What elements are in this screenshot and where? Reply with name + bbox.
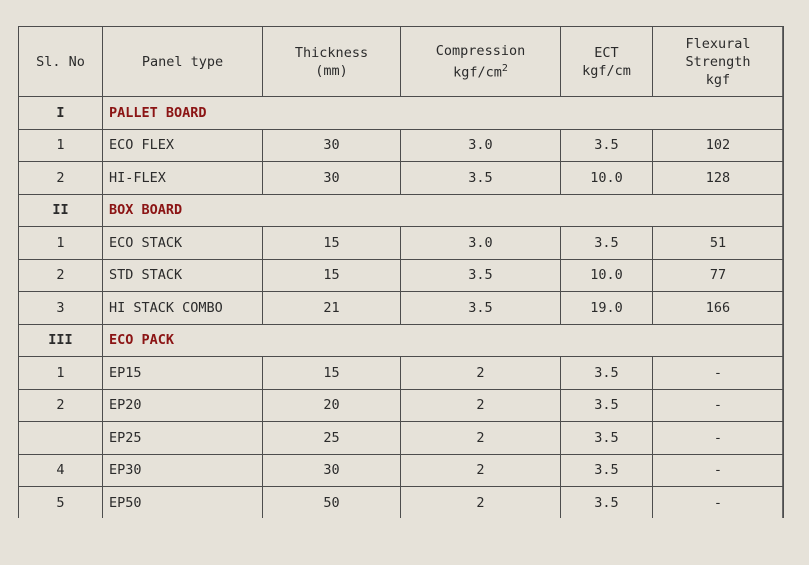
cell-ect: 3.5 <box>561 487 653 520</box>
header-thickness: Thickness (mm) <box>263 27 401 97</box>
cell-ect: 3.5 <box>561 422 653 455</box>
cell-panel-type: EP20 <box>103 389 263 422</box>
cell-sl-no: 1 <box>19 129 103 162</box>
table-row <box>19 162 784 195</box>
cell-ect: 3.5 <box>561 389 653 422</box>
table-row <box>19 487 784 520</box>
header-sl-no: Sl. No <box>19 27 103 97</box>
cell-panel-type: EP30 <box>103 454 263 487</box>
cell-flexural-strength: - <box>653 454 784 487</box>
cell-sl-no: 2 <box>19 259 103 292</box>
cell-flexural-strength: 128 <box>653 162 784 195</box>
group-number: I <box>19 97 103 130</box>
group-row <box>19 97 784 130</box>
cell-ect: 3.5 <box>561 357 653 390</box>
cell-flexural-strength: - <box>653 422 784 455</box>
group-title: ECO PACK <box>103 324 784 357</box>
cell-thickness: 15 <box>263 259 401 292</box>
cell-compression: 2 <box>401 357 561 390</box>
table-row <box>19 259 784 292</box>
cell-panel-type: STD STACK <box>103 259 263 292</box>
cell-compression: 3.5 <box>401 162 561 195</box>
cell-panel-type: HI STACK COMBO <box>103 292 263 325</box>
cell-panel-type: ECO FLEX <box>103 129 263 162</box>
cell-flexural-strength: 77 <box>653 259 784 292</box>
cell-thickness: 30 <box>263 454 401 487</box>
header-row <box>19 27 784 97</box>
page-bottom-area <box>0 518 809 565</box>
group-number: II <box>19 194 103 227</box>
cell-thickness: 21 <box>263 292 401 325</box>
cell-thickness: 20 <box>263 389 401 422</box>
cell-flexural-strength: - <box>653 389 784 422</box>
cell-sl-no: 5 <box>19 487 103 520</box>
cell-compression: 3.5 <box>401 292 561 325</box>
group-row <box>19 324 784 357</box>
cell-sl-no: 1 <box>19 357 103 390</box>
cell-compression: 2 <box>401 389 561 422</box>
cell-compression: 3.0 <box>401 129 561 162</box>
header-flexural-strength: Flexural Strength kgf <box>653 27 784 97</box>
cell-ect: 3.5 <box>561 227 653 260</box>
table-row <box>19 389 784 422</box>
cell-compression: 2 <box>401 454 561 487</box>
cell-panel-type: HI-FLEX <box>103 162 263 195</box>
header-ect: ECT kgf/cm <box>561 27 653 97</box>
cell-thickness: 15 <box>263 227 401 260</box>
cell-sl-no: 4 <box>19 454 103 487</box>
cell-ect: 3.5 <box>561 129 653 162</box>
cell-ect: 19.0 <box>561 292 653 325</box>
cell-sl-no: 3 <box>19 292 103 325</box>
table-row <box>19 422 784 455</box>
group-title: PALLET BOARD <box>103 97 784 130</box>
group-title: BOX BOARD <box>103 194 784 227</box>
cell-compression: 2 <box>401 422 561 455</box>
cell-ect: 10.0 <box>561 259 653 292</box>
cell-sl-no <box>19 422 103 455</box>
cell-thickness: 15 <box>263 357 401 390</box>
table-row <box>19 454 784 487</box>
table-body <box>19 97 784 520</box>
cell-ect: 10.0 <box>561 162 653 195</box>
cell-ect: 3.5 <box>561 454 653 487</box>
cell-flexural-strength: 166 <box>653 292 784 325</box>
cell-thickness: 50 <box>263 487 401 520</box>
cell-compression: 3.0 <box>401 227 561 260</box>
cell-thickness: 30 <box>263 162 401 195</box>
cell-sl-no: 2 <box>19 389 103 422</box>
cell-flexural-strength: 51 <box>653 227 784 260</box>
cell-panel-type: EP25 <box>103 422 263 455</box>
group-number: III <box>19 324 103 357</box>
table-row <box>19 357 784 390</box>
panel-spec-table <box>18 26 784 520</box>
cell-sl-no: 2 <box>19 162 103 195</box>
cell-panel-type: EP15 <box>103 357 263 390</box>
cell-flexural-strength: 102 <box>653 129 784 162</box>
cell-compression: 3.5 <box>401 259 561 292</box>
cell-sl-no: 1 <box>19 227 103 260</box>
header-panel-type: Panel type <box>103 27 263 97</box>
table-header <box>19 27 784 97</box>
table-row <box>19 129 784 162</box>
group-row <box>19 194 784 227</box>
cell-thickness: 30 <box>263 129 401 162</box>
cell-flexural-strength: - <box>653 357 784 390</box>
cell-flexural-strength: - <box>653 487 784 520</box>
cell-panel-type: ECO STACK <box>103 227 263 260</box>
header-compression: Compression kgf/$cm^2$ <box>401 27 561 97</box>
cell-compression: 2 <box>401 487 561 520</box>
cell-thickness: 25 <box>263 422 401 455</box>
table-row <box>19 292 784 325</box>
cell-panel-type: EP50 <box>103 487 263 520</box>
table-row <box>19 227 784 260</box>
